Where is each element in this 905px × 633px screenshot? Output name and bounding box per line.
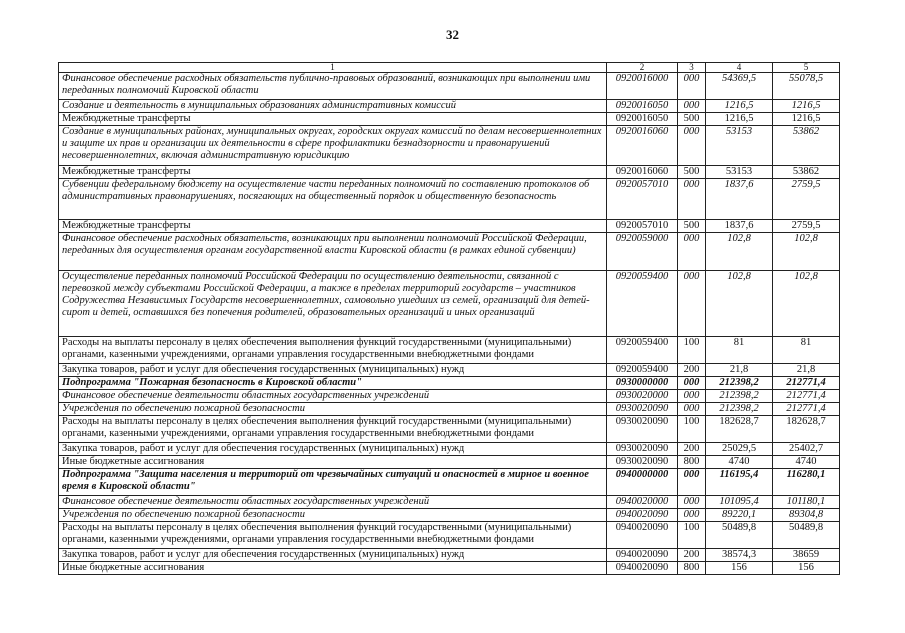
header-cell-code: 2 <box>607 63 678 73</box>
table-row <box>59 126 840 166</box>
table-row <box>59 403 840 416</box>
row-code: 0930020000 <box>607 390 678 403</box>
row-code: 0940000000 <box>607 469 678 496</box>
row-code: 0920016050 <box>607 113 678 126</box>
row-description: Финансовое обеспечение расходных обязательств, возникающих при выполнении полномочий Российской Федерации, переданных для осуществления органам государственной власти Кировской области (в рамках единой субвенции) <box>59 233 607 271</box>
row-code: 0940020090 <box>607 549 678 562</box>
budget-table <box>58 62 840 575</box>
row-amount-2020: 81 <box>773 337 840 364</box>
row-amount-2019: 102,8 <box>706 233 773 271</box>
row-expense-type: 000 <box>678 403 706 416</box>
row-amount-2020: 1216,5 <box>773 100 840 113</box>
row-code: 0930020090 <box>607 456 678 469</box>
row-description: Подпрограмма "Защита населения и территорий от чрезвычайных ситуаций и опасностей в мирное и военное время в Кировской области" <box>59 469 607 496</box>
row-description: Создание в муниципальных районах, муниципальных округах, городских округах комиссий по делам несовершеннолетних и защите их прав и организации их деятельности в сфере профилактики безнадзорности и правонарушений несовершеннолетних, включая административную юрисдикцию <box>59 126 607 166</box>
table-row <box>59 549 840 562</box>
row-amount-2019: 21,8 <box>706 364 773 377</box>
row-amount-2019: 212398,2 <box>706 377 773 390</box>
row-amount-2019: 53153 <box>706 126 773 166</box>
table-row <box>59 456 840 469</box>
page-number: 32 <box>446 27 459 42</box>
row-amount-2020: 102,8 <box>773 233 840 271</box>
table-row <box>59 377 840 390</box>
row-code: 0940020000 <box>607 496 678 509</box>
row-description: Учреждения по обеспечению пожарной безопасности <box>59 403 607 416</box>
row-amount-2019: 102,8 <box>706 271 773 337</box>
row-amount-2019: 1216,5 <box>706 113 773 126</box>
row-amount-2019: 25029,5 <box>706 443 773 456</box>
row-expense-type: 200 <box>678 364 706 377</box>
budget-table-body <box>59 63 840 575</box>
row-description: Создание и деятельность в муниципальных образованиях административных комиссий <box>59 100 607 113</box>
row-code: 0940020090 <box>607 522 678 549</box>
row-description: Финансовое обеспечение деятельности областных государственных учреждений <box>59 496 607 509</box>
row-amount-2019: 53153 <box>706 166 773 179</box>
header-cell-description: 1 <box>59 63 607 73</box>
table-row <box>59 100 840 113</box>
row-code: 0920059400 <box>607 364 678 377</box>
row-expense-type: 500 <box>678 166 706 179</box>
row-amount-2020: 212771,4 <box>773 403 840 416</box>
row-amount-2019: 1837,6 <box>706 179 773 220</box>
table-row <box>59 271 840 337</box>
row-code: 0920016000 <box>607 73 678 100</box>
row-amount-2019: 54369,5 <box>706 73 773 100</box>
table-row <box>59 562 840 575</box>
table-row <box>59 113 840 126</box>
row-code: 0920059000 <box>607 233 678 271</box>
table-row <box>59 166 840 179</box>
table-row <box>59 469 840 496</box>
row-description: Учреждения по обеспечению пожарной безопасности <box>59 509 607 522</box>
table-row <box>59 73 840 100</box>
row-amount-2019: 116195,4 <box>706 469 773 496</box>
row-expense-type: 000 <box>678 509 706 522</box>
row-code: 0920057010 <box>607 220 678 233</box>
row-description: Закупка товаров, работ и услуг для обеспечения государственных (муниципальных) нужд <box>59 549 607 562</box>
row-amount-2019: 50489,8 <box>706 522 773 549</box>
row-amount-2020: 101180,1 <box>773 496 840 509</box>
row-description: Расходы на выплаты персоналу в целях обеспечения выполнения функций государственными (муниципальными) органами, казенными учреждениями, органами управления государственными внебюджетными фондами <box>59 337 607 364</box>
table-row <box>59 522 840 549</box>
row-amount-2020: 53862 <box>773 166 840 179</box>
row-amount-2019: 1837,6 <box>706 220 773 233</box>
row-description: Расходы на выплаты персоналу в целях обеспечения выполнения функций государственными (муниципальными) органами, казенными учреждениями, органами управления государственными внебюджетными фондами <box>59 522 607 549</box>
row-expense-type: 000 <box>678 100 706 113</box>
table-row <box>59 443 840 456</box>
row-expense-type: 000 <box>678 73 706 100</box>
table-row <box>59 233 840 271</box>
row-amount-2019: 182628,7 <box>706 416 773 443</box>
row-code: 0930020090 <box>607 403 678 416</box>
row-amount-2019: 89220,1 <box>706 509 773 522</box>
row-expense-type: 000 <box>678 377 706 390</box>
row-amount-2019: 212398,2 <box>706 390 773 403</box>
row-amount-2019: 1216,5 <box>706 100 773 113</box>
row-amount-2019: 4740 <box>706 456 773 469</box>
row-amount-2020: 55078,5 <box>773 73 840 100</box>
row-amount-2020: 89304,8 <box>773 509 840 522</box>
table-header-row <box>59 63 840 73</box>
row-description: Финансовое обеспечение расходных обязательств публично-правовых образований, возникающих при выполнении ими переданных полномочий Кировской области <box>59 73 607 100</box>
row-amount-2020: 156 <box>773 562 840 575</box>
row-amount-2020: 102,8 <box>773 271 840 337</box>
header-cell-2020: 5 <box>773 63 840 73</box>
row-expense-type: 000 <box>678 496 706 509</box>
row-expense-type: 000 <box>678 469 706 496</box>
row-description: Субвенции федеральному бюджету на осуществление части переданных полномочий по составлению протоколов об административных правонарушениях, посягающих на общественный порядок и общественную безопасность <box>59 179 607 220</box>
row-description: Осуществление переданных полномочий Российской Федерации по осуществлению деятельности, связанной с перевозкой между субъектами Российской Федерации, а также в пределах территорий государств – участников Содружества Независимых Государств несовершеннолетних, самовольно ушедших из семей, организаций для детей-сирот и детей, оставшихся без попечения родителей, образовательных организаций и иных организаций <box>59 271 607 337</box>
row-expense-type: 500 <box>678 220 706 233</box>
row-amount-2020: 4740 <box>773 456 840 469</box>
row-description: Закупка товаров, работ и услуг для обеспечения государственных (муниципальных) нужд <box>59 364 607 377</box>
row-expense-type: 000 <box>678 233 706 271</box>
row-code: 0920057010 <box>607 179 678 220</box>
row-expense-type: 500 <box>678 113 706 126</box>
row-code: 0940020090 <box>607 509 678 522</box>
row-expense-type: 100 <box>678 416 706 443</box>
table-row <box>59 220 840 233</box>
row-expense-type: 000 <box>678 390 706 403</box>
row-code: 0920016060 <box>607 166 678 179</box>
row-description: Межбюджетные трансферты <box>59 166 607 179</box>
row-amount-2020: 25402,7 <box>773 443 840 456</box>
row-amount-2020: 182628,7 <box>773 416 840 443</box>
row-amount-2020: 212771,4 <box>773 390 840 403</box>
row-code: 0930020090 <box>607 416 678 443</box>
row-description: Иные бюджетные ассигнования <box>59 456 607 469</box>
row-amount-2020: 212771,4 <box>773 377 840 390</box>
table-row <box>59 390 840 403</box>
row-amount-2020: 21,8 <box>773 364 840 377</box>
row-expense-type: 200 <box>678 549 706 562</box>
header-cell-type: 3 <box>678 63 706 73</box>
row-amount-2020: 50489,8 <box>773 522 840 549</box>
row-expense-type: 000 <box>678 271 706 337</box>
row-description: Расходы на выплаты персоналу в целях обеспечения выполнения функций государственными (муниципальными) органами, казенными учреждениями, органами управления государственными внебюджетными фондами <box>59 416 607 443</box>
row-expense-type: 000 <box>678 126 706 166</box>
row-expense-type: 200 <box>678 443 706 456</box>
row-description: Межбюджетные трансферты <box>59 220 607 233</box>
row-code: 0930020090 <box>607 443 678 456</box>
row-code: 0940020090 <box>607 562 678 575</box>
row-code: 0930000000 <box>607 377 678 390</box>
row-description: Иные бюджетные ассигнования <box>59 562 607 575</box>
row-amount-2020: 116280,1 <box>773 469 840 496</box>
row-amount-2020: 53862 <box>773 126 840 166</box>
row-expense-type: 100 <box>678 522 706 549</box>
row-amount-2019: 101095,4 <box>706 496 773 509</box>
table-row <box>59 496 840 509</box>
row-code: 0920016060 <box>607 126 678 166</box>
row-amount-2020: 2759,5 <box>773 220 840 233</box>
row-description: Подпрограмма "Пожарная безопасность в Кировской области" <box>59 377 607 390</box>
row-amount-2019: 81 <box>706 337 773 364</box>
table-row <box>59 416 840 443</box>
table-row <box>59 509 840 522</box>
row-description: Межбюджетные трансферты <box>59 113 607 126</box>
header-cell-2019: 4 <box>706 63 773 73</box>
row-amount-2020: 1216,5 <box>773 113 840 126</box>
row-amount-2019: 156 <box>706 562 773 575</box>
table-row <box>59 364 840 377</box>
row-expense-type: 000 <box>678 179 706 220</box>
row-amount-2020: 38659 <box>773 549 840 562</box>
row-expense-type: 800 <box>678 456 706 469</box>
row-code: 0920059400 <box>607 337 678 364</box>
row-expense-type: 800 <box>678 562 706 575</box>
row-description: Закупка товаров, работ и услуг для обеспечения государственных (муниципальных) нужд <box>59 443 607 456</box>
table-row <box>59 179 840 220</box>
row-code: 0920059400 <box>607 271 678 337</box>
row-amount-2019: 212398,2 <box>706 403 773 416</box>
row-code: 0920016050 <box>607 100 678 113</box>
row-amount-2020: 2759,5 <box>773 179 840 220</box>
row-description: Финансовое обеспечение деятельности областных государственных учреждений <box>59 390 607 403</box>
row-amount-2019: 38574,3 <box>706 549 773 562</box>
table-row <box>59 337 840 364</box>
row-expense-type: 100 <box>678 337 706 364</box>
